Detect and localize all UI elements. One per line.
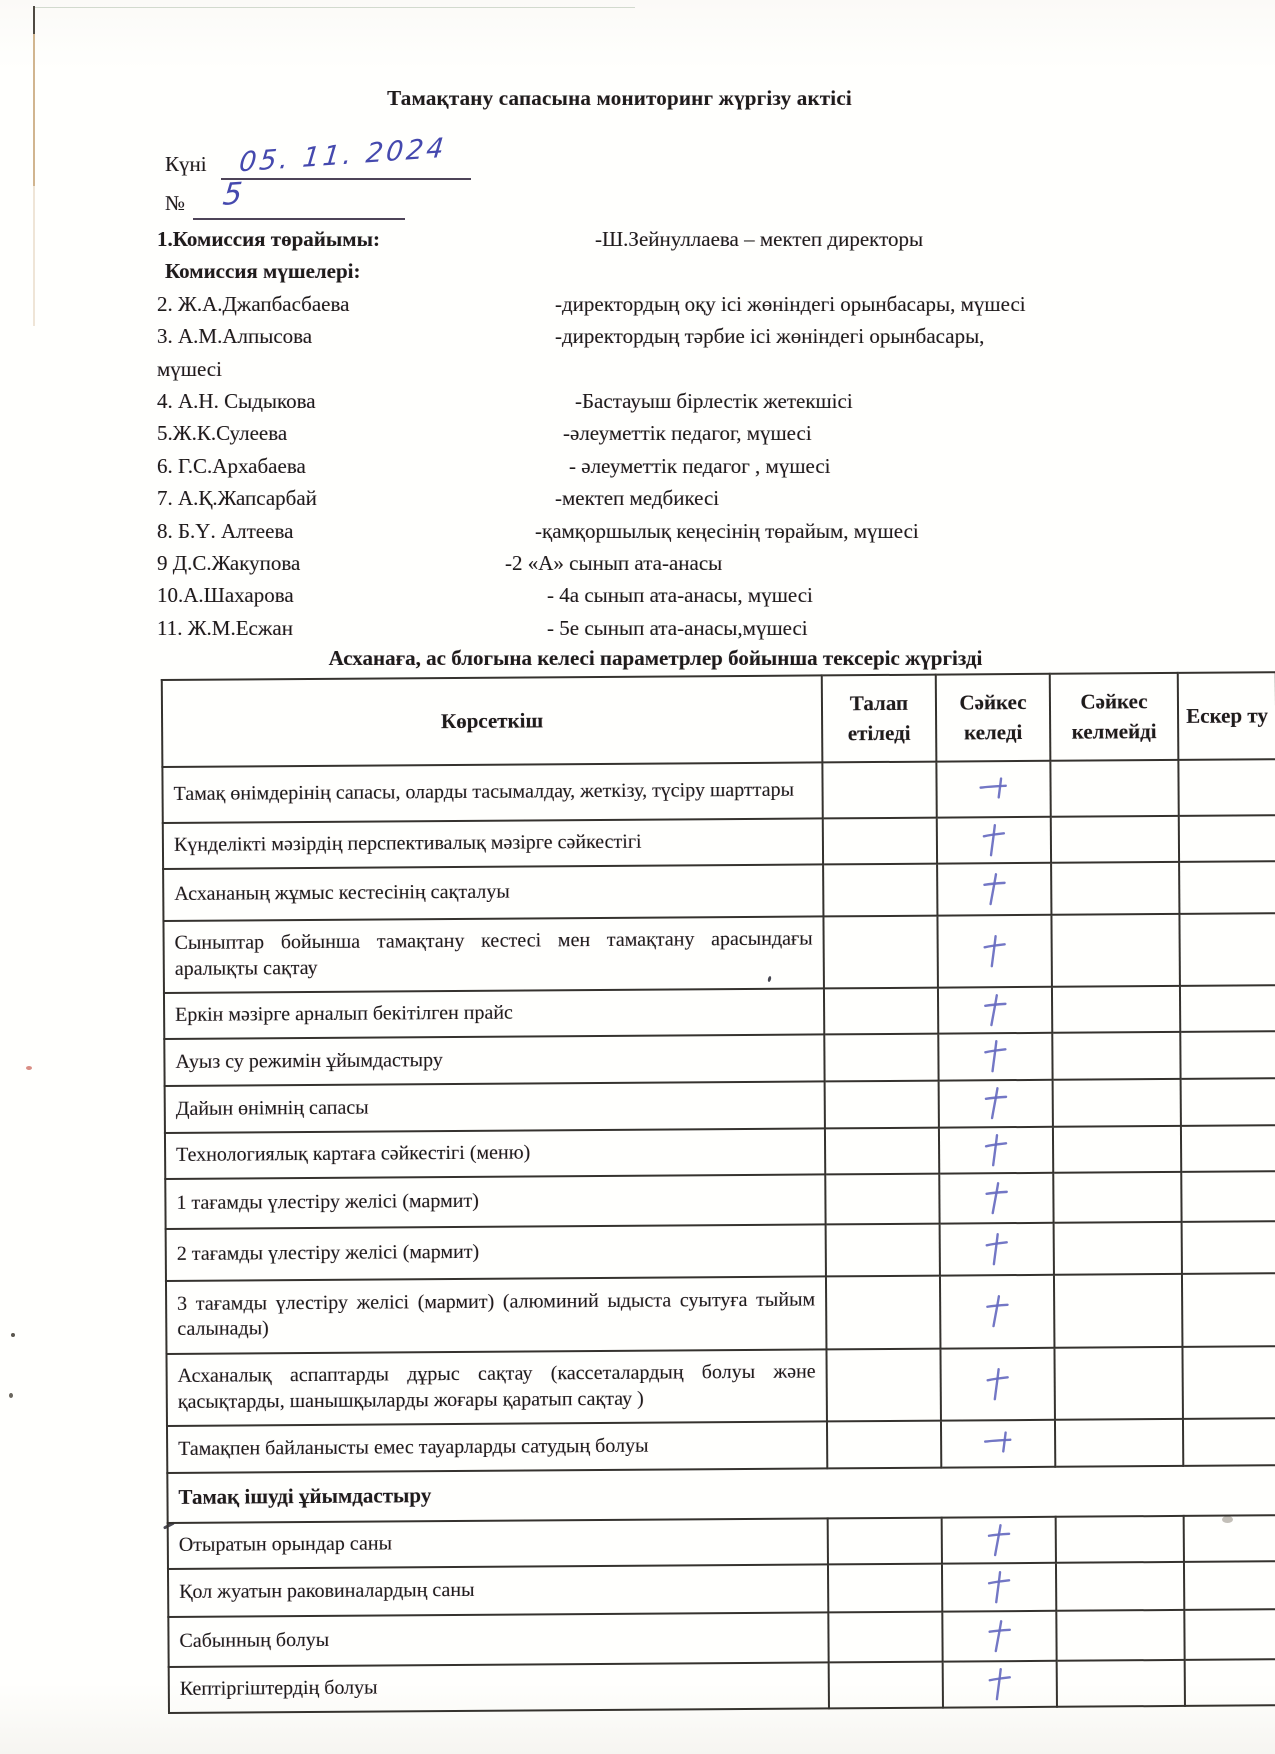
member-name: 9 Д.С.Жакупова (157, 551, 301, 576)
saikes-keledi-cell (938, 987, 1052, 1034)
indicator-cell: 1 тағамды үлестіру желісі (мармит) (165, 1175, 825, 1230)
saikes-keledi-cell (937, 863, 1051, 916)
talap-etiledi-cell (828, 1564, 942, 1613)
eskertu-cell (1180, 1031, 1275, 1079)
date-label: Күні (165, 152, 207, 176)
talap-etiledi-cell (826, 1276, 941, 1350)
eskertu-cell (1185, 1659, 1275, 1706)
table-row (168, 1609, 1275, 1667)
member-name: 10.А.Шахарова (157, 583, 294, 608)
audit-table-body (162, 759, 1275, 1713)
handwritten-plus-check-icon (981, 1364, 1015, 1404)
scan-edge-line (33, 6, 35, 326)
saikes-keledi-cell (936, 761, 1050, 818)
indicator-cell: Күнделікті мәзірдің перспективалық мәзірге сәйкестігі (163, 819, 823, 870)
table-row (162, 759, 1275, 823)
number-value-handwritten: 5 (221, 176, 247, 213)
audit-table (161, 672, 1275, 1715)
commission-member-line (157, 547, 1275, 579)
talap-etiledi-cell (824, 1034, 938, 1082)
talap-etiledi-cell (824, 988, 938, 1035)
eskertu-cell (1179, 913, 1275, 986)
number-label: № (165, 191, 186, 215)
talap-etiledi-cell (826, 1349, 940, 1422)
commission-member-line (157, 417, 1275, 449)
table-section-row (167, 1465, 1275, 1523)
handwritten-plus-check-icon (982, 1567, 1016, 1607)
indicator-cell: Дайын өнімнің сапасы (165, 1082, 825, 1134)
commission-members-label: Комиссия мүшелері: (165, 259, 361, 284)
commission-member-line (157, 482, 1275, 514)
scan-speck (26, 1066, 32, 1070)
table-row (163, 861, 1275, 921)
saikes-kelmeydi-cell (1056, 1610, 1184, 1661)
saikes-kelmeydi-cell (1053, 1079, 1181, 1127)
talap-etiledi-cell (825, 1174, 939, 1225)
date-line (165, 132, 1275, 183)
table-row (168, 1561, 1275, 1617)
saikes-keledi-cell (942, 1517, 1056, 1564)
talap-etiledi-cell (828, 1612, 942, 1663)
saikes-kelmeydi-cell (1051, 816, 1179, 863)
saikes-keledi-cell (939, 1080, 1053, 1128)
eskertu-cell (1179, 861, 1275, 914)
talap-etiledi-cell (826, 1224, 940, 1277)
indicator-cell: Технологиялық картаға сәйкестігі (меню) (165, 1129, 825, 1180)
indicator-cell: Отыратын орындар саны (168, 1519, 828, 1570)
member-name: 8. Б.Ү. Алтеева (157, 518, 294, 543)
indicator-cell: Кептіргіштердің болуы (169, 1663, 829, 1714)
table-row (166, 1346, 1275, 1426)
member-name: 4. А.Н. Сыдыкова (157, 389, 316, 414)
table-row (166, 1221, 1275, 1281)
scan-edge-line (35, 7, 635, 8)
table-row (163, 815, 1275, 869)
handwritten-plus-check-icon (979, 1291, 1015, 1333)
member-role: -мектеп медбикесі (555, 486, 720, 511)
saikes-keledi-cell (939, 1173, 1053, 1224)
saikes-keledi-cell (942, 1611, 1056, 1662)
table-row (167, 1418, 1275, 1473)
eskertu-cell (1184, 1561, 1275, 1610)
header-note: Ескер ту (1178, 673, 1275, 761)
header-not-conforms: Сәйкес келмейді (1050, 673, 1179, 761)
table-row (165, 1078, 1275, 1133)
commission-member-line (157, 320, 1275, 352)
saikes-keledi-cell (937, 915, 1051, 988)
member-role: -директордың тәрбие ісі жөніндегі орынбасары, (555, 324, 985, 349)
indicator-cell: Ауыз су режимін ұйымдастыру (164, 1035, 824, 1087)
saikes-kelmeydi-cell (1056, 1562, 1184, 1611)
eskertu-cell (1182, 1346, 1275, 1419)
handwritten-plus-check-icon (978, 1083, 1014, 1125)
talap-etiledi-cell (825, 1081, 939, 1129)
handwritten-plus-check-icon (980, 1229, 1014, 1269)
table-row (163, 913, 1275, 993)
saikes-keledi-cell (938, 1033, 1052, 1081)
member-name: 7. А.Қ.Жапсарбай (157, 486, 317, 511)
date-value-handwritten: 05. 11. 2024 (237, 132, 448, 179)
date-underline (221, 132, 471, 180)
handwritten-plus-check-icon (983, 1664, 1017, 1704)
handwritten-dash-check-icon (980, 1423, 1016, 1465)
commission-member-line (157, 612, 1275, 644)
handwritten-plus-check-icon (977, 820, 1011, 860)
eskertu-cell (1181, 1078, 1275, 1126)
table-row (165, 1125, 1275, 1179)
table-row (165, 1171, 1275, 1229)
saikes-kelmeydi-cell (1051, 862, 1179, 915)
saikes-keledi-cell (939, 1127, 1053, 1174)
member-name: 5.Ж.К.Сулеева (157, 421, 288, 446)
header-row (162, 673, 1275, 768)
table-caption: Асханаға, ас блогына келесі параметрлер бойынша тексеріс жүргізді (328, 646, 983, 671)
eskertu-cell (1181, 1171, 1275, 1222)
number-underline (193, 176, 405, 220)
handwritten-plus-check-icon (976, 869, 1012, 911)
header-conforms: Сәйкес келеді (936, 674, 1051, 762)
eskertu-cell (1182, 1221, 1275, 1274)
handwritten-plus-check-icon (979, 1130, 1013, 1170)
indicator-cell: Асхананың жұмыс кестесінің сақталуы (163, 865, 823, 922)
member-role: -2 «А» сынып ата-анасы (505, 551, 723, 576)
handwritten-plus-check-icon (981, 1520, 1017, 1562)
talap-etiledi-cell (825, 1128, 939, 1175)
saikes-kelmeydi-cell (1054, 1222, 1182, 1275)
talap-etiledi-cell (828, 1518, 942, 1565)
commission-member-line (157, 385, 1275, 417)
saikes-kelmeydi-cell (1057, 1660, 1185, 1707)
indicator-cell: 2 тағамды үлестіру желісі (мармит) (166, 1225, 826, 1282)
table-row (169, 1659, 1275, 1713)
commission-chair-line (157, 223, 1275, 255)
eskertu-cell (1184, 1609, 1275, 1660)
page-title: Тамақтану сапасына мониторинг жүргізу актісі (387, 86, 852, 110)
talap-etiledi-cell (827, 1421, 941, 1469)
saikes-kelmeydi-cell (1052, 1032, 1180, 1080)
indicator-cell: Сабынның болуы (168, 1613, 828, 1668)
saikes-kelmeydi-cell (1055, 1419, 1183, 1467)
saikes-kelmeydi-cell (1050, 760, 1178, 817)
commission-members-list (157, 288, 1275, 644)
eskertu-cell (1180, 985, 1275, 1032)
talap-etiledi-cell (823, 818, 937, 865)
talap-etiledi-cell (822, 762, 936, 819)
member-role: - 4а сынып ата-анасы, мүшесі (547, 583, 813, 608)
saikes-kelmeydi-cell (1054, 1274, 1183, 1348)
header-indicator: Көрсеткіш (162, 676, 823, 767)
member-role: -Бастауыш бірлестік жетекшісі (575, 389, 853, 414)
header-required: Талап етіледі (822, 675, 937, 763)
member-name: 6. Г.С.Архабаева (157, 453, 306, 478)
talap-etiledi-cell (823, 864, 937, 917)
saikes-kelmeydi-cell (1052, 986, 1180, 1033)
indicator-cell: 3 тағамды үлестіру желісі (мармит) (алюминий ыдыста суытуға тыйым салынады) (166, 1277, 826, 1355)
saikes-keledi-cell (937, 817, 1051, 864)
eskertu-cell (1184, 1515, 1275, 1562)
commission-member-line (157, 353, 1275, 385)
talap-etiledi-cell (829, 1662, 943, 1709)
member-name: 11. Ж.М.Есжан (157, 615, 293, 640)
member-role: -әлеуметтік педагог, мүшесі (563, 421, 812, 446)
indicator-cell: Еркін мәзірге арналып бекітілген прайс (164, 989, 824, 1040)
commission-section (157, 223, 1275, 644)
member-name: мүшесі (157, 356, 222, 381)
saikes-keledi-cell (940, 1275, 1055, 1349)
member-role: -қамқоршылық кеңесінің төрайым, мүшесі (535, 518, 919, 543)
saikes-kelmeydi-cell (1053, 1172, 1181, 1223)
commission-member-line (157, 450, 1275, 482)
scan-speck (9, 1393, 13, 1398)
saikes-keledi-cell (940, 1348, 1054, 1421)
commission-chair-label: 1.Комиссия төрайымы: (157, 227, 380, 251)
member-role: - әлеуметтік педагог , мүшесі (569, 453, 831, 478)
indicator-cell: Қол жуатын раковиналардың саны (168, 1565, 828, 1618)
saikes-kelmeydi-cell (1053, 1126, 1181, 1173)
saikes-kelmeydi-cell (1051, 914, 1179, 987)
handwritten-plus-check-icon (979, 1178, 1015, 1220)
eskertu-cell (1178, 759, 1275, 816)
indicator-cell: Тамақпен байланысты емес тауарларды сатудың болуы (167, 1422, 827, 1474)
saikes-kelmeydi-cell (1054, 1347, 1182, 1420)
handwritten-plus-check-icon (978, 931, 1012, 971)
saikes-keledi-cell (942, 1563, 1056, 1612)
indicator-cell: Тамақ өнімдерінің сапасы, оларды тасымалдау, жеткізу, түсіру шарттары (162, 763, 822, 824)
table-row (168, 1515, 1275, 1569)
eskertu-cell (1182, 1273, 1275, 1347)
eskertu-cell (1181, 1125, 1275, 1172)
number-line (165, 176, 1275, 217)
section-title: Тамақ ішуді ұйымдастыру (167, 1465, 1275, 1523)
member-role: -директордың оқу ісі жөніндегі орынбасары, мүшесі (555, 291, 1026, 316)
saikes-keledi-cell (941, 1420, 1055, 1468)
table-row (164, 985, 1275, 1039)
handwritten-plus-check-icon (977, 990, 1013, 1032)
eskertu-cell (1179, 815, 1275, 862)
scan-speck (11, 1333, 15, 1337)
commission-member-line (157, 579, 1275, 611)
handwritten-plus-check-icon (982, 1616, 1018, 1658)
table-row (164, 1031, 1275, 1086)
handwritten-plus-check-icon (978, 1037, 1012, 1077)
saikes-kelmeydi-cell (1056, 1516, 1184, 1563)
eskertu-cell (1183, 1418, 1275, 1466)
saikes-keledi-cell (943, 1661, 1057, 1708)
indicator-cell: Асханалық аспаптарды дұрыс сақтау (кассеталардың болуы және қасықтарды, шанышқыларды жоғары қаратып сақтау ) (166, 1350, 826, 1427)
audit-table-header (162, 673, 1275, 768)
commission-members-heading (157, 255, 1275, 287)
member-name: 3. А.М.Алпысова (157, 324, 313, 349)
member-name: 2. Ж.А.Джапбасбаева (157, 291, 350, 316)
indicator-cell: Сыныптар бойынша тамақтану кестесі мен тамақтану арасындағы аралықты сақтау (163, 917, 823, 994)
saikes-keledi-cell (940, 1223, 1054, 1276)
handwritten-dash-check-icon (976, 769, 1012, 811)
talap-etiledi-cell (823, 916, 937, 989)
commission-member-line (157, 515, 1275, 547)
table-row (166, 1273, 1275, 1354)
commission-member-line (157, 288, 1275, 320)
commission-chair-role: -Ш.Зейнуллаева – мектеп директоры (595, 227, 924, 251)
member-role: - 5е сынып ата-анасы,мүшесі (547, 615, 808, 640)
